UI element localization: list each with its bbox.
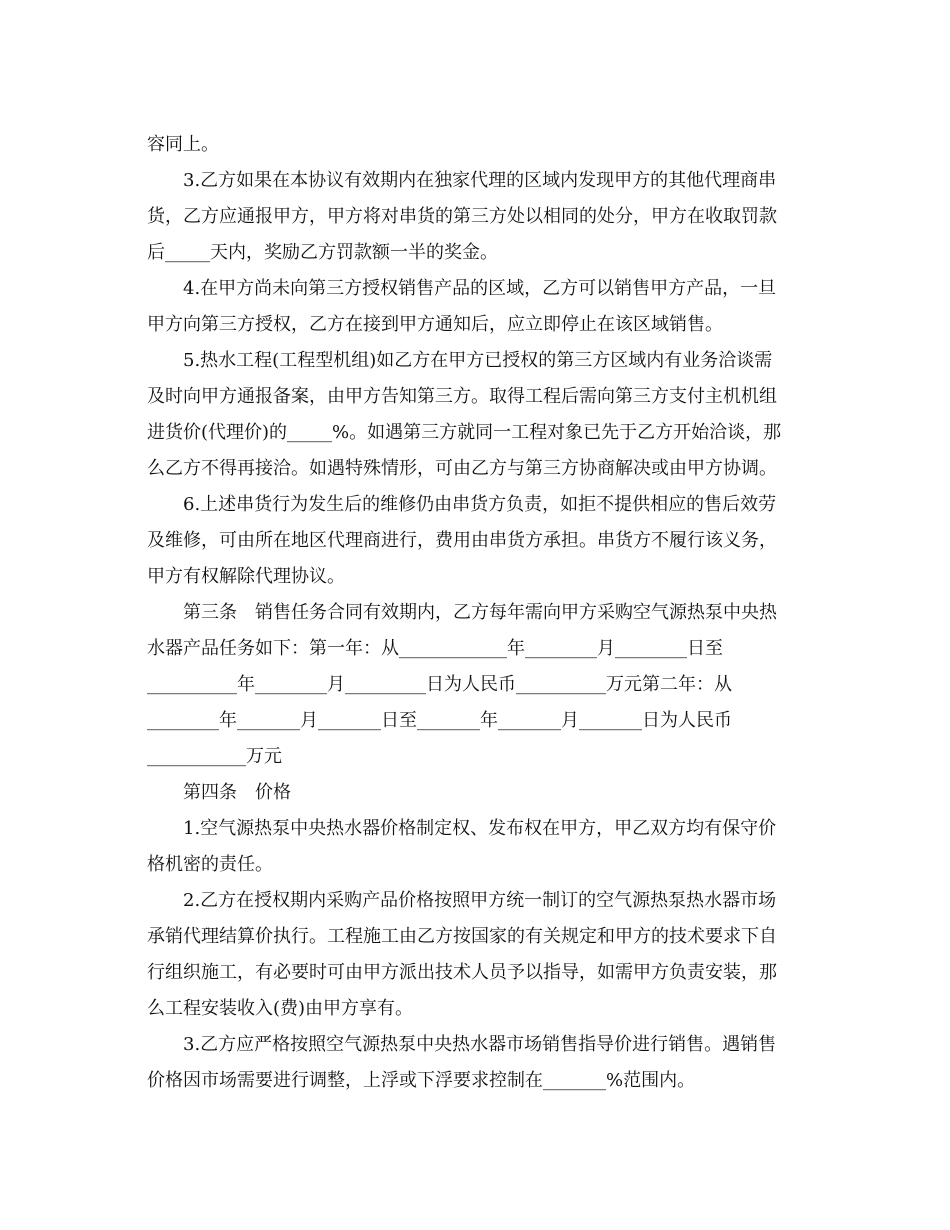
text-line: 水器产品任务如下：第一年：从____________年________月________日至	[147, 638, 723, 659]
text-line: 2.乙方在授权期内采购产品价格按照甲方统一制订的空气源热泵热水器市场	[183, 890, 777, 911]
text-line: 进货价(代理价)的_____%。如遇第三方就同一工程对象已先于乙方开始洽谈，那	[147, 422, 782, 443]
text-line: 甲方向第三方授权，乙方在接到甲方通知后，应立即停止在该区域销售。	[147, 314, 723, 335]
text-line: 4.在甲方尚未向第三方授权销售产品的区域，乙方可以销售甲方产品，一旦	[183, 278, 777, 299]
text-line: 甲方有权解除代理协议。	[147, 566, 345, 587]
text-line: 行组织施工，有必要时可由甲方派出技术人员予以指导，如需甲方负责安装，那	[147, 962, 777, 983]
text-line: 格机密的责任。	[147, 854, 273, 875]
text-line: 3.乙方应严格按照空气源热泵中央热水器市场销售指导价进行销售。遇销售	[183, 1034, 777, 1055]
text-line: 1.空气源热泵中央热水器价格制定权、发布权在甲方，甲乙双方均有保守价	[183, 818, 777, 839]
text-line: 么工程安装收入(费)由甲方享有。	[147, 998, 414, 1019]
text-line: 货，乙方应通报甲方，甲方将对串货的第三方处以相同的处分，甲方在收取罚款	[147, 206, 777, 227]
text-line: 3.乙方如果在本协议有效期内在独家代理的区域内发现甲方的其他代理商串	[183, 170, 777, 191]
text-line: 5.热水工程(工程型机组)如乙方在甲方已授权的第三方区域内有业务洽谈需	[183, 350, 773, 371]
text-line: 及维修，可由所在地区代理商进行，费用由串货方承担。串货方不履行该义务，	[147, 530, 777, 551]
text-line: ________年_______月_______日至_______年_______月_______日为人民币	[147, 710, 732, 731]
text-line: 承销代理结算价执行。工程施工由乙方按国家的有关规定和甲方的技术要求下自	[147, 926, 777, 947]
text-line: ___________万元	[147, 746, 282, 767]
text-line: 后_____天内，奖励乙方罚款额一半的奖金。	[147, 242, 498, 263]
text-line: 价格因市场需要进行调整，上浮或下浮要求控制在_______%范围内。	[147, 1070, 696, 1091]
text-line: __________年________月_________日为人民币__________万元第二年：从	[147, 674, 732, 695]
section-heading-line: 第三条 销售任务合同有效期内，乙方每年需向甲方采购空气源热泵中央热	[183, 602, 777, 623]
text-line: 容同上。	[147, 134, 219, 155]
section-heading: 第四条 价格	[183, 782, 291, 803]
text-line: 么乙方不得再接洽。如遇特殊情形，可由乙方与第三方协商解决或由甲方协调。	[147, 458, 777, 479]
text-line: 6.上述串货行为发生后的维修仍由串货方负责，如拒不提供相应的售后效劳	[183, 494, 777, 515]
text-line: 及时向甲方通报备案，由甲方告知第三方。取得工程后需向第三方支付主机机组	[147, 386, 777, 407]
